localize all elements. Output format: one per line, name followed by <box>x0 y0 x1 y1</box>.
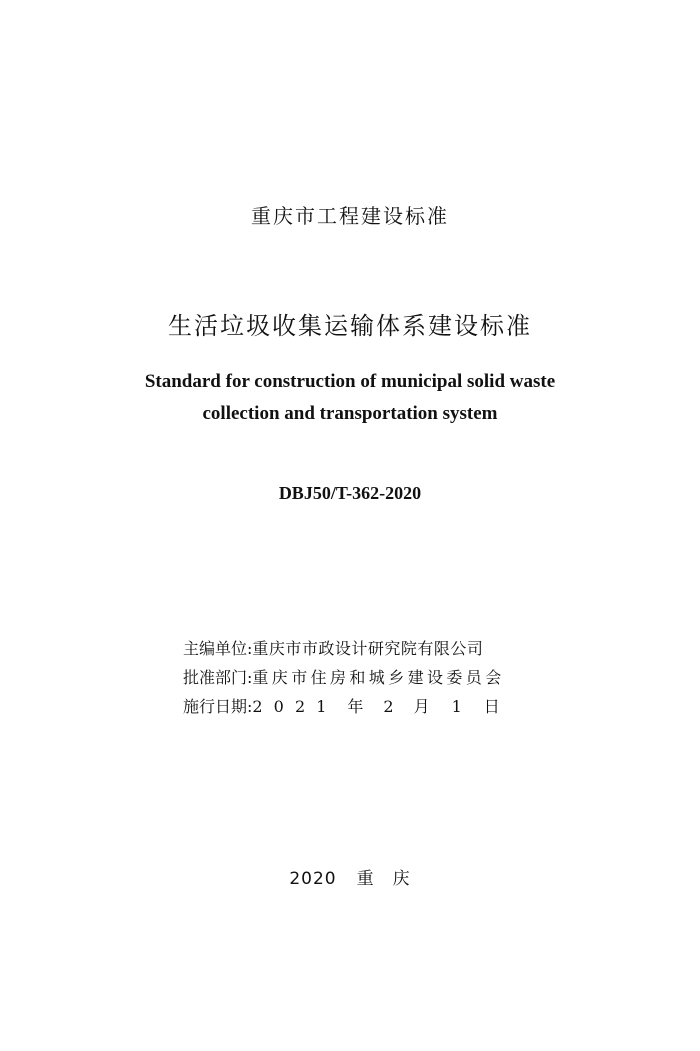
date-day-unit: 日 <box>483 697 500 716</box>
publication-footer <box>0 864 700 889</box>
effective-date-row <box>183 692 543 721</box>
series-title: 重庆市工程建设标准 <box>251 204 449 228</box>
date-year: 2 0 2 1 <box>252 697 330 716</box>
date-day: 1 <box>451 697 462 716</box>
main-title: 生活垃圾收集运输体系建设标准 <box>168 312 532 340</box>
approver-row <box>183 663 543 692</box>
footer-year: 2020 <box>289 869 337 889</box>
footer-city-first-char: 重 <box>356 869 375 889</box>
editor-row <box>183 634 543 663</box>
publication-info <box>183 634 543 721</box>
approver-value: 重庆市住房和城乡建设委员会 <box>252 668 505 687</box>
date-year-unit: 年 <box>347 697 364 716</box>
editor-label: 主编单位: <box>183 639 253 658</box>
english-title <box>0 366 700 430</box>
date-month-unit: 月 <box>413 697 430 716</box>
date-label: 施行日期: <box>183 697 253 716</box>
footer-city-second-char: 庆 <box>392 869 411 889</box>
approver-label: 批准部门: <box>183 668 253 687</box>
english-title-line-2: collection and transportation system <box>202 403 498 424</box>
editor-value: 重庆市市政设计研究院有限公司 <box>252 639 484 658</box>
date-month: 2 <box>383 697 394 716</box>
english-title-line-1: Standard for construction of municipal solid waste <box>144 371 556 392</box>
standard-code: DBJ50/T-362-2020 <box>278 483 422 503</box>
